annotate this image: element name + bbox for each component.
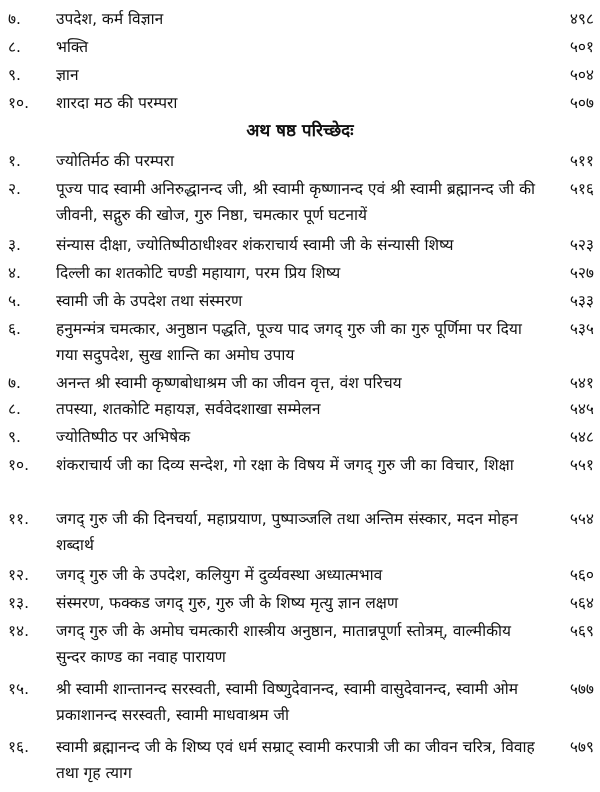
entry-page: ४९८	[569, 10, 594, 28]
entry-page: ५७९	[569, 738, 594, 756]
entry-title: जगद् गुरु जी की दिनचर्या, महाप्रयाण, पुष्पाञ्जलि तथा अन्तिम संस्कार, मदन मोहन शब्दार्थ	[56, 510, 518, 554]
section-heading: अथ षष्ठ परिच्छेदः	[246, 121, 354, 141]
entry-number: ८.	[8, 400, 21, 418]
entry-title: ज्योतिष्पीठ पर अभिषेक	[56, 428, 191, 446]
entry-number: ३.	[8, 236, 21, 254]
entry-page: ५४८	[569, 428, 594, 446]
entry-title: तपस्या, शतकोटि महायज्ञ, सर्ववेदशाखा सम्मेलन	[56, 400, 321, 418]
entry-title: जगद् गुरु जी के अमोघ चमत्कारी शास्त्रीय अनुष्ठान, मातान्नपूर्णा स्तोत्रम्, वाल्मीकीय सुन्दर काण्ड का नवाह पारायण	[56, 622, 511, 666]
entry-number: ५.	[8, 292, 21, 310]
entry-title: संन्यास दीक्षा, ज्योतिष्पीठाधीश्वर शंकराचार्य स्वामी जी के संन्यासी शिष्य	[56, 236, 454, 254]
entry-number: १४.	[8, 622, 30, 640]
entry-number: ८.	[8, 38, 21, 56]
entry-page: ५३३	[569, 292, 594, 310]
entry-title: ज्योतिर्मठ की परम्परा	[56, 152, 175, 170]
entry-number: ९.	[8, 66, 21, 84]
entry-title: उपदेश, कर्म विज्ञान	[56, 10, 164, 28]
entry-page: ५०७	[569, 94, 594, 112]
entry-page: ५३५	[569, 320, 594, 338]
entry-page: ५७७	[569, 680, 594, 698]
entry-page: ५६०	[569, 566, 594, 584]
entry-number: १०.	[8, 94, 30, 112]
entry-title: पूज्य पाद स्वामी अनिरुद्धानन्द जी, श्री स्वामी कृष्णानन्द एवं श्री स्वामी ब्रह्मानन्द जी की जीवनी, सद्गुरु की खोज, गुरु निष्ठा, चमत्कार पूर्ण घटनायें	[56, 180, 536, 224]
entry-page: ५२३	[569, 236, 594, 254]
entry-page: ५५१	[569, 456, 594, 474]
entry-number: १०.	[8, 456, 30, 474]
entry-title: स्वामी ब्रह्मानन्द जी के शिष्य एवं धर्म सम्राट् स्वामी करपात्री जी का जीवन चरित्र, विवाह तथा गृह त्याग	[56, 738, 535, 782]
entry-title: ज्ञान	[56, 66, 79, 84]
entry-page: ५११	[569, 152, 594, 170]
entry-page: ५०४	[569, 66, 594, 84]
entry-number: ४.	[8, 264, 21, 282]
entry-page: ५६४	[569, 594, 594, 612]
entry-page: ५६९	[569, 622, 594, 640]
entry-number: १५.	[8, 680, 30, 698]
entry-number: १३.	[8, 594, 30, 612]
entry-number: १६.	[8, 738, 30, 756]
entry-number: ७.	[8, 374, 21, 392]
entry-title: हनुमन्मंत्र चमत्कार, अनुष्ठान पद्धति, पूज्य पाद जगद् गुरु जी का गुरु पूर्णिमा पर दिया गया सदुपदेश, सुख शान्ति का अमोघ उपाय	[56, 320, 522, 364]
entry-page: ५४५	[569, 400, 594, 418]
entry-title: श्री स्वामी शान्तानन्द सरस्वती, स्वामी विष्णुदेवानन्द, स्वामी वासुदेवानन्द, स्वामी ओम प्रकाशानन्द सरस्वती, स्वामी माधवाश्रम जी	[56, 680, 519, 724]
entry-title: भक्ति	[56, 38, 89, 56]
entry-title: शारदा मठ की परम्परा	[56, 94, 178, 112]
entry-title: जगद् गुरु जी के उपदेश, कलियुग में दुर्व्यवस्था अध्यात्मभाव	[56, 566, 383, 584]
entry-number: ११.	[8, 510, 30, 528]
entry-page: ५०१	[569, 38, 594, 56]
entry-number: ९.	[8, 428, 21, 446]
entry-number: १२.	[8, 566, 30, 584]
entry-title: अनन्त श्री स्वामी कृष्णबोधाश्रम जी का जीवन वृत्त, वंश परिचय	[56, 374, 402, 392]
entry-title: संस्मरण, फक्कड जगद् गुरु, गुरु जी के शिष्य मृत्यु ज्ञान लक्षण	[56, 594, 399, 612]
entry-page: ५५४	[569, 510, 594, 528]
entry-title: स्वामी जी के उपदेश तथा संस्मरण	[56, 292, 243, 310]
entry-number: १.	[8, 152, 21, 170]
entry-number: २.	[8, 180, 21, 198]
entry-number: ६.	[8, 320, 21, 338]
entry-number: ७.	[8, 10, 21, 28]
entry-page: ५४१	[569, 374, 594, 392]
entry-title: दिल्ली का शतकोटि चण्डी महायाग, परम प्रिय शिष्य	[56, 264, 341, 282]
entry-title: शंकराचार्य जी का दिव्य सन्देश, गो रक्षा के विषय में जगद् गुरु जी का विचार, शिक्षा	[56, 456, 514, 474]
entry-page: ५१६	[569, 180, 594, 198]
entry-page: ५२७	[569, 264, 594, 282]
